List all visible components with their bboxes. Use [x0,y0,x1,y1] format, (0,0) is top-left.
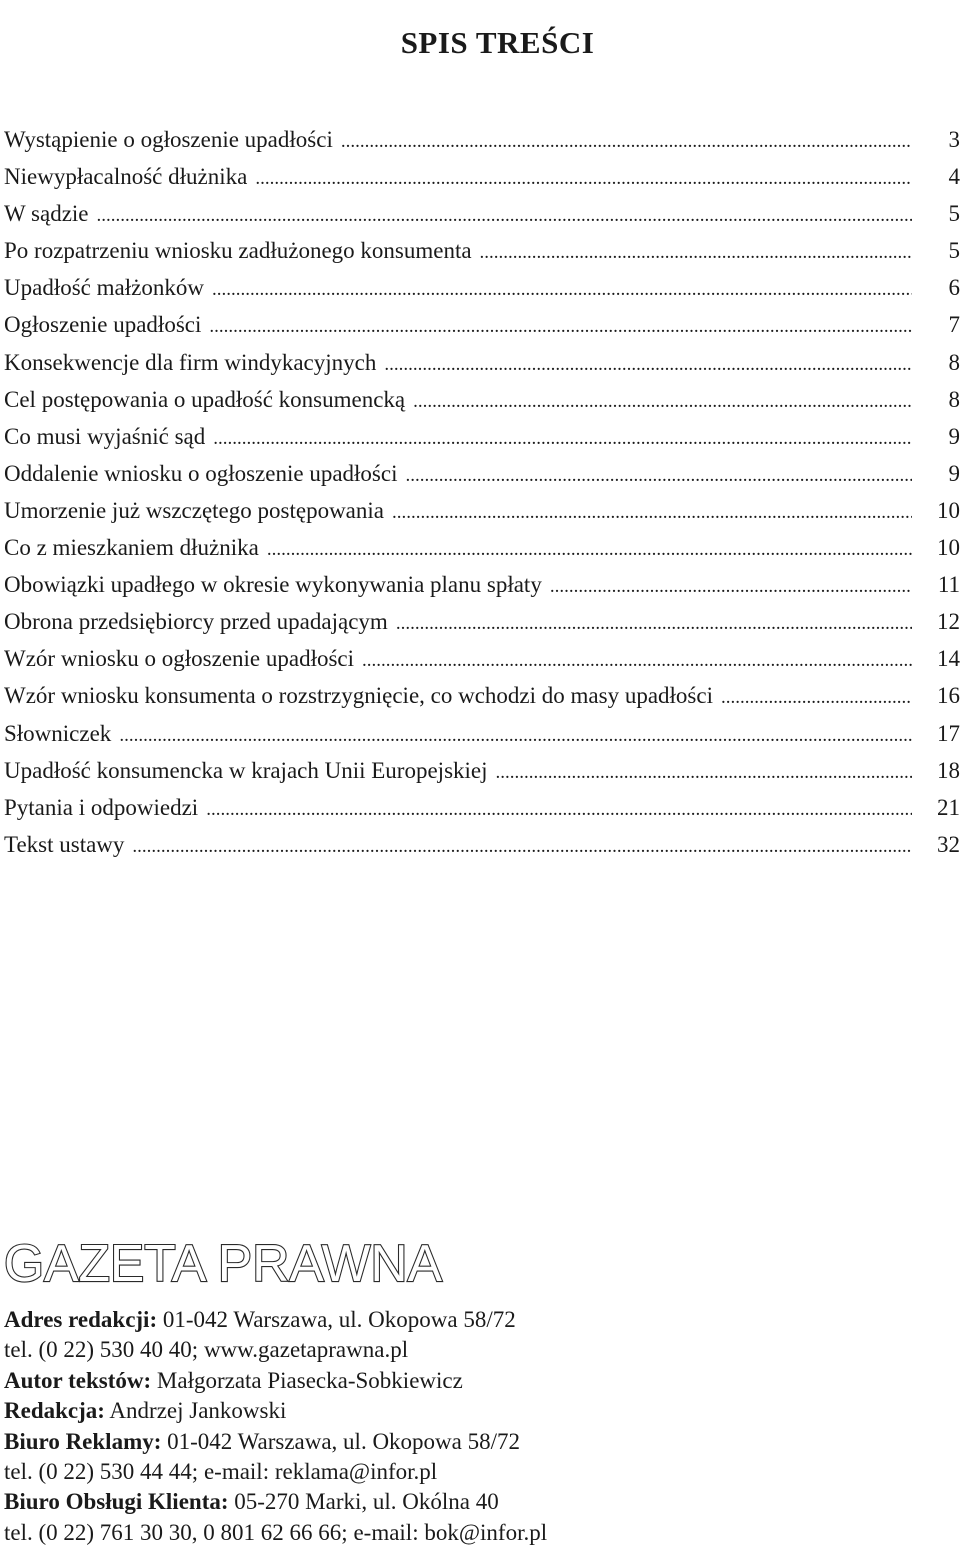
toc-entry-page: 11 [937,572,960,598]
toc-entry-page: 14 [937,646,960,672]
toc-entry [4,566,960,603]
toc-entry [4,306,960,343]
imprint-editor-label: Redakcja: [4,1398,105,1424]
imprint-block [4,1305,904,1548]
toc-dot-leader [392,492,912,531]
toc-entry-label: Umorzenie już wszczętego postępowania [4,497,384,523]
toc-dot-leader [496,752,912,791]
toc-entry [4,344,960,381]
toc-dot-leader [721,677,912,716]
imprint-address-value: 01-042 Warszawa, ul. Okopowa 58/72 [162,1307,516,1332]
toc-entry-label: Po rozpatrzeniu wniosku zadłużonego konsumenta [4,238,472,264]
toc-entry [4,269,960,306]
toc-dot-leader [206,789,912,828]
toc-entry-label: Obowiązki upadłego w okresie wykonywania planu spłaty [4,572,542,598]
page-title: SPIS TREŚCI [400,24,595,60]
toc-entry-page: 5 [948,201,960,227]
toc-entry [4,158,960,195]
toc-entry-page: 10 [937,535,960,561]
toc-dot-leader [212,269,912,308]
imprint-author-value: Małgorzata Piasecka-Sobkiewicz [156,1367,463,1393]
toc-entry-label: Wzór wniosku o ogłoszenie upadłości [4,646,355,672]
toc-entry-page: 12 [937,609,960,635]
toc-entry [4,752,960,789]
toc-entry [4,195,960,232]
toc-dot-leader [132,826,912,865]
toc-entry-page: 4 [948,164,960,190]
toc-entry-page: 21 [937,794,960,820]
toc-dot-leader [362,640,912,679]
toc-entry-label: Oddalenie wniosku o ogłoszenie upadłości [4,460,398,486]
toc-entry-label: Pytania i odpowiedzi [4,794,199,820]
gazeta-prawna-logo [2,1226,447,1296]
toc-dot-leader [413,381,912,420]
toc-entry [4,603,960,640]
toc-entry-page: 8 [948,386,960,412]
toc-entry-page: 9 [948,460,960,486]
toc-entry-label: Co z mieszkaniem dłużnika [4,535,259,561]
toc-entry-label: Wystąpienie o ogłoszenie upadłości [4,127,333,152]
toc-entry-label: Wzór wniosku konsumenta o rozstrzygnięcie, co wchodzi do masy upadłości [4,683,713,709]
toc-entry [4,677,960,714]
toc-dot-leader [209,306,912,345]
toc-entry-label: Tekst ustawy [4,831,125,857]
imprint-author-label: Autor tekstów: [4,1367,152,1393]
toc-entry-page: 16 [937,683,960,709]
imprint-service-label: Biuro Obsługi Klienta: [4,1489,229,1515]
imprint-service-contact: tel. (0 22) 761 30 30, 0 801 62 66 66; e-mail: bok@infor.pl [4,1519,548,1545]
toc-entry-label: Co musi wyjaśnić sąd [4,423,206,449]
toc-dot-leader [341,121,912,160]
toc-entry-label: Konsekwencje dla firm windykacyjnych [4,349,377,375]
imprint-address-contact: tel. (0 22) 530 40 40; www.gazetaprawna.pl [4,1337,409,1363]
table-of-contents [4,121,960,863]
toc-entry-page: 9 [948,423,960,449]
toc-entry-label: Cel postępowania o upadłość konsumencką [4,386,406,412]
imprint-service-value: 05-270 Marki, ul. Okólna 40 [234,1489,499,1515]
toc-entry [4,492,960,529]
toc-entry [4,455,960,492]
toc-entry-page: 7 [948,312,960,338]
imprint-author-line [4,1366,904,1396]
toc-entry-page: 5 [948,238,960,264]
toc-dot-leader [119,715,912,754]
imprint-ads-contact: tel. (0 22) 530 44 44; e-mail: reklama@infor.pl [4,1459,438,1485]
toc-entry-page: 6 [948,275,960,301]
toc-entry-label: Słowniczek [4,720,112,746]
toc-dot-leader [384,344,912,383]
imprint-ads-line [4,1427,904,1457]
toc-dot-leader [255,158,912,197]
toc-entry [4,121,960,158]
toc-dot-leader [550,566,912,605]
toc-entry [4,640,960,677]
imprint-address-label: Adres redakcji: [4,1307,158,1332]
imprint-ads-value: 01-042 Warszawa, ul. Okopowa 58/72 [167,1428,521,1454]
toc-dot-leader [213,418,912,457]
imprint-ads-label: Biuro Reklamy: [4,1428,162,1454]
toc-entry-page: 17 [937,720,960,746]
toc-entry [4,381,960,418]
toc-dot-leader [480,232,912,271]
toc-entry-page: 8 [948,349,960,375]
toc-entry [4,418,960,455]
toc-entry-label: Obrona przedsiębiorcy przed upadającym [4,609,388,635]
toc-entry [4,715,960,752]
toc-entry-label: W sądzie [4,201,89,227]
imprint-editor-line [4,1396,904,1426]
masthead-logo-graphic [2,1226,447,1296]
toc-entry-label: Niewypłacalność dłużnika [4,164,248,190]
imprint-address-line [4,1305,904,1335]
imprint-editor-value: Andrzej Jankowski [109,1398,287,1424]
toc-entry-page: 10 [937,497,960,523]
toc-dot-leader [396,603,912,642]
toc-entry-label: Upadłość małżonków [4,275,204,301]
toc-entry-label: Upadłość konsumencka w krajach Unii Europejskiej [4,757,488,783]
toc-dot-leader [405,455,912,494]
masthead-name: GAZETA PRAWNA [4,1235,443,1293]
toc-entry-page: 18 [937,757,960,783]
toc-entry [4,826,960,863]
toc-entry [4,529,960,566]
toc-entry-page: 3 [948,127,960,152]
toc-dot-leader [267,529,912,568]
toc-entry [4,232,960,269]
toc-entry-label: Ogłoszenie upadłości [4,312,202,338]
toc-entry-page: 32 [937,831,960,857]
toc-entry [4,789,960,826]
toc-dot-leader [97,195,912,234]
imprint-service-line [4,1487,904,1517]
